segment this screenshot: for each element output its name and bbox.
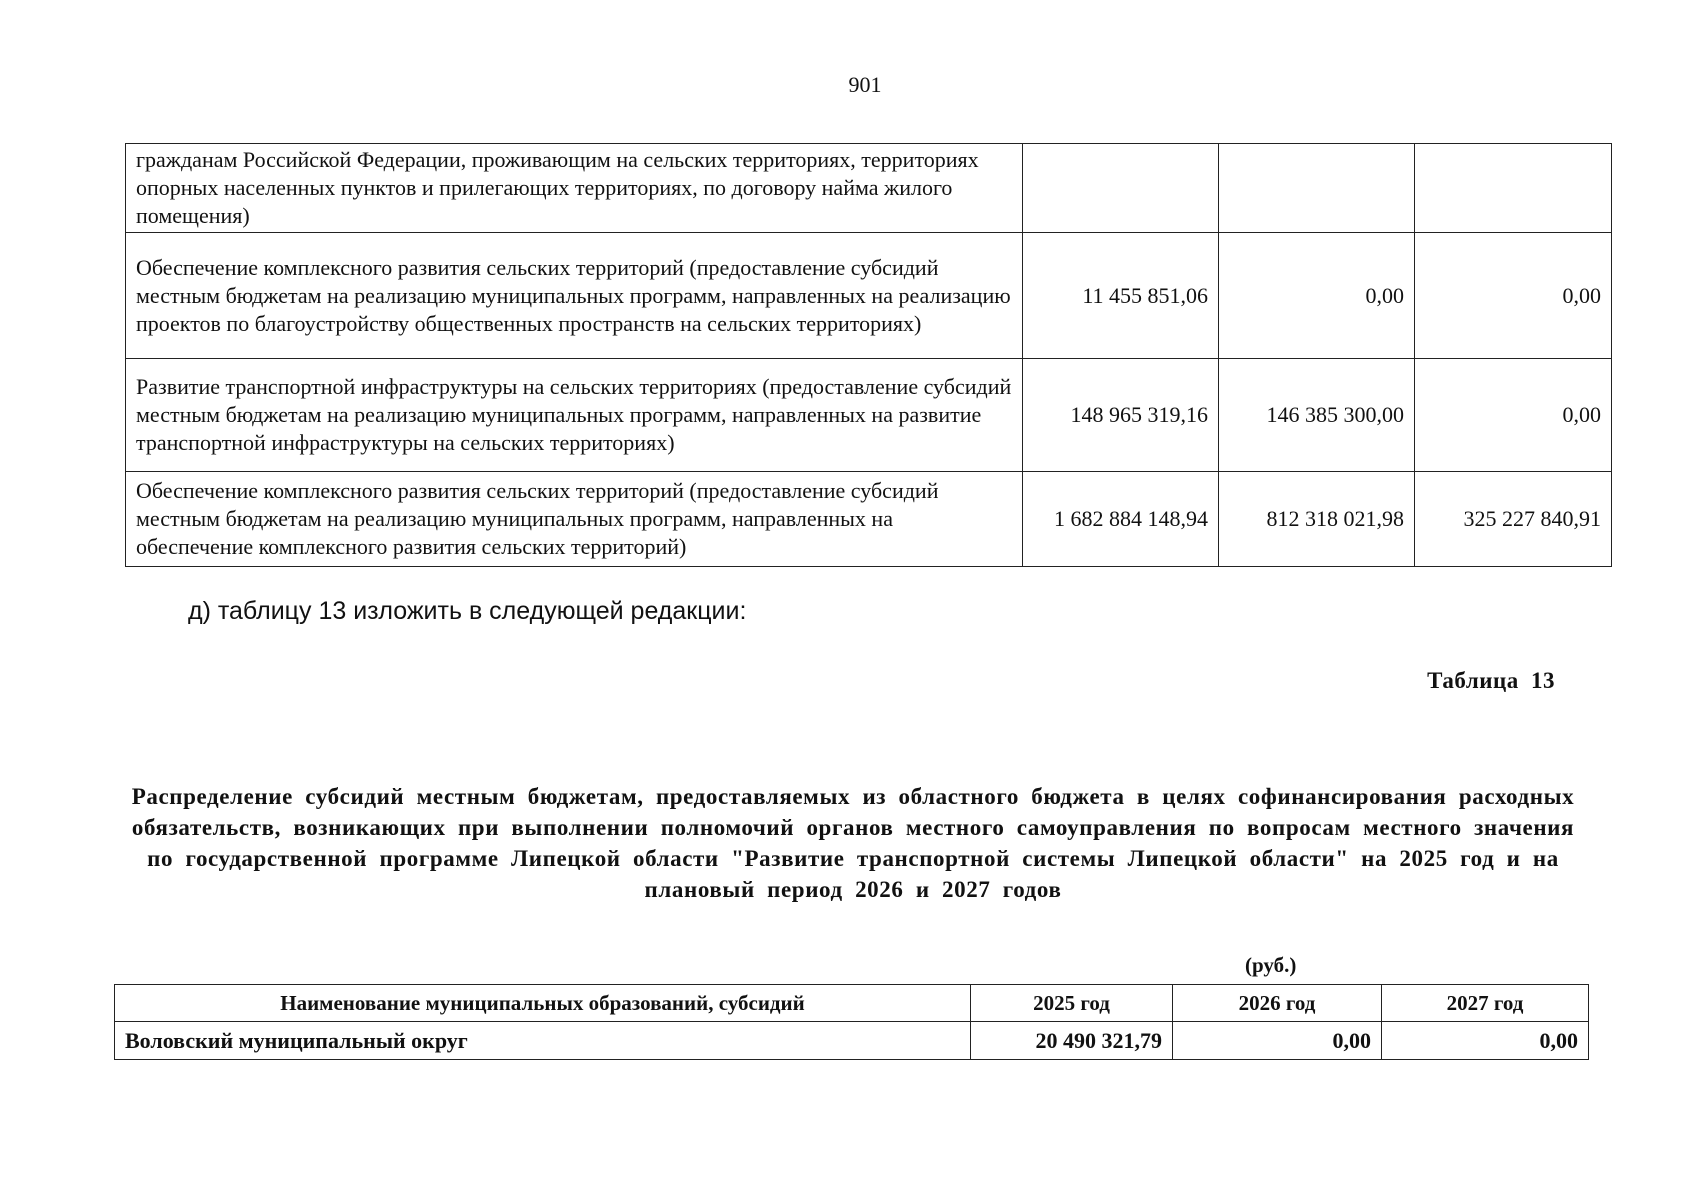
header-2027: 2027 год [1382,985,1589,1022]
page-number: 901 [848,72,882,97]
subsidy-table [114,984,1589,1060]
table-row [126,144,1612,233]
table-label: Таблица 13 [1427,668,1555,693]
value-2025: 11 455 851,06 [1023,233,1219,359]
row-description: Обеспечение комплексного развития сельских территорий (предоставление субсидий местным бюджетам на реализацию муниципальных программ, направленных на реализацию проектов по благоустройству общественных пространств на сельских территориях) [126,233,1023,359]
municipality-name: Воловский муниципальный округ [115,1022,971,1060]
value-2025: 148 965 319,16 [1023,359,1219,472]
value-2026 [1219,144,1415,233]
value-2027 [1415,144,1612,233]
row-description: гражданам Российской Федерации, проживающим на сельских территориях, территориях опорных населенных пунктов и прилегающих территориях, по договору найма жилого помещения) [126,144,1023,233]
table-row [126,359,1612,472]
header-2026: 2026 год [1173,985,1382,1022]
value-2027: 0,00 [1415,359,1612,472]
row-description: Обеспечение комплексного развития сельских территорий (предоставление субсидий местным бюджетам на реализацию муниципальных программ, направленных на обеспечение комплексного развития сельских территорий) [126,472,1023,567]
value-2026: 812 318 021,98 [1219,472,1415,567]
value-2026: 0,00 [1173,1022,1382,1060]
header-row [115,985,1589,1022]
value-2026: 146 385 300,00 [1219,359,1415,472]
table-row [115,1022,1589,1060]
value-2025 [1023,144,1219,233]
value-2027: 0,00 [1415,233,1612,359]
instruction-text: д) таблицу 13 изложить в следующей редакции: [188,597,747,625]
value-2027: 325 227 840,91 [1415,472,1612,567]
unit-label: (руб.) [1245,953,1297,977]
table-row [126,472,1612,567]
header-name: Наименование муниципальных образований, субсидий [115,985,971,1022]
header-2025: 2025 год [971,985,1173,1022]
continued-table [125,143,1612,567]
value-2025: 20 490 321,79 [971,1022,1173,1060]
row-description: Развитие транспортной инфраструктуры на сельских территориях (предоставление субсидий местным бюджетам на реализацию муниципальных программ, направленных на развитие транспортной инфраструктуры на сельских территориях) [126,359,1023,472]
table-title: Распределение субсидий местным бюджетам, предоставляемых из областного бюджета в целях софинансирования расходных обязательств, возникающих при выполнении полномочий органов местного самоуправления по вопросам местного значения по государственной программе Липецкой области "Развитие транспортной системы Липецкой области" на 2025 год и на плановый период 2026 и 2027 годов [131,784,1575,902]
table-row [126,233,1612,359]
value-2025: 1 682 884 148,94 [1023,472,1219,567]
value-2026: 0,00 [1219,233,1415,359]
value-2027: 0,00 [1382,1022,1589,1060]
